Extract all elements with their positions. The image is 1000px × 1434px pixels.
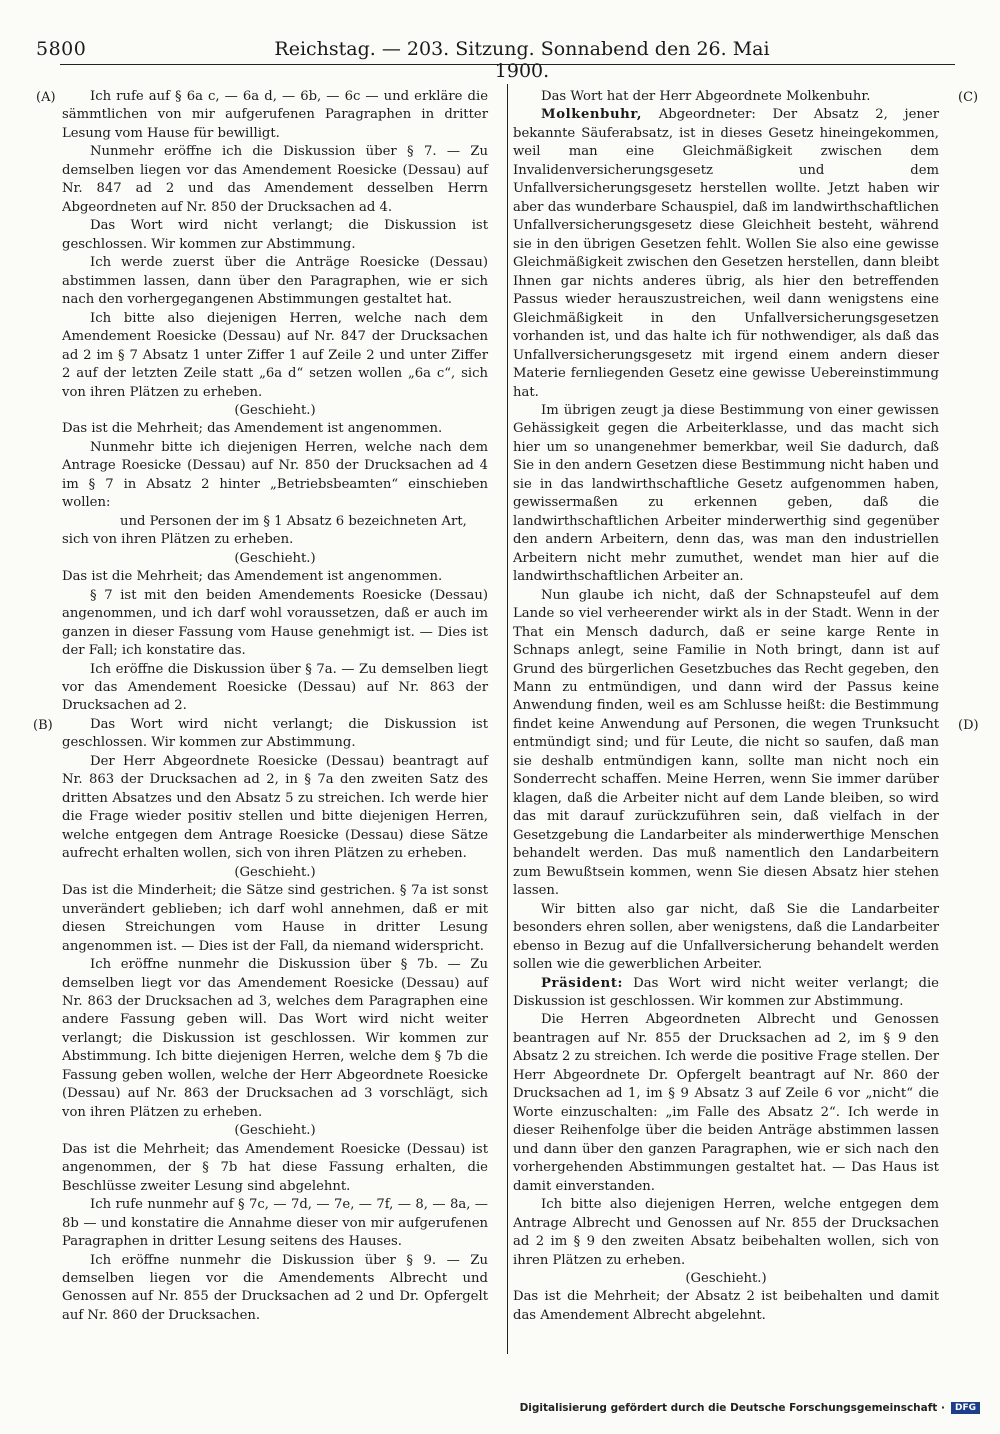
paragraph: Nunmehr bitte ich diejenigen Herren, welche nach dem Antrage Roesicke (Dessau) auf Nr. 850 der Drucksachen ad 4 im § 7 in Absatz 2 hinter „Betriebsbeamten“ einschieben wollen:: [62, 439, 488, 511]
speech-text: Der Absatz 2, jener bekannte Säuferabsatz, ist in dieses Gesetz hineingekommen, weil man eine Gleichmäßigkeit zwischen dem Invalidenversicherungsgesetz und dem Unfallversicherungsgesetz herstellen wollte. Jetzt haben wir aber das wunderbare Schauspiel, daß im landwirthschaftlichen Unfallversicherungsgesetz diese Gleichheit besteht, während sie in den übrigen Gesetzen fehlt. Wollen Sie also eine gewisse Gleichmäßigkeit zwischen den Gesetzen herstellen, dann bleibt Ihnen gar nichts anderes übrig, als hier den betreffenden Passus wieder herauszustreichen, weil dann wenigstens eine Gleichmäßigkeit in den Unfallversicherungsgesetzen vorhanden ist, und das halte ich für nothwendiger, als daß das Unfallversicherungsgesetz mit irgend einem andern dieser Materie fernliegenden Gesetz eine gewisse Uebereinstimmung hat.: [513, 107, 939, 400]
paragraph: Im übrigen zeugt ja diese Bestimmung von einer gewissen Gehässigkeit gegen die Arbeiterklasse, und das macht sich hier um so unangenehmer bemerkbar, weil Sie dadurch, daß Sie in den andern Gesetzen diese Bestimmung nicht haben und sie in das landwirthschaftliche Gesetz aufgenommen haben, gewissermaßen zu erkennen geben, daß die landwirthschaftlichen Arbeiter minderwerthig sind gegenüber den andern Arbeitern, denn das, was man den industriellen Arbeitern nicht mehr zumuthet, wendet man hier auf die landwirthschaftlichen Arbeiter an.: [513, 402, 939, 585]
footer-credit-text: Digitalisierung gefördert durch die Deutsche Forschungsgemeinschaft ·: [519, 1402, 945, 1414]
margin-mark-b: (B): [33, 718, 53, 733]
paragraph: sich von ihren Plätzen zu erheben.: [62, 532, 294, 548]
margin-mark-d: (D): [958, 718, 979, 733]
quoted-insertion: und Personen der im § 1 Absatz 6 bezeichneten Art,: [120, 513, 467, 529]
paragraph: Das ist die Mehrheit; der Absatz 2 ist beibehalten und damit das Amendement Albrecht abgelehnt.: [513, 1289, 939, 1323]
page-number: 5800: [36, 38, 87, 60]
column-divider: [507, 84, 508, 1354]
paragraph: Das Wort wird nicht verlangt; die Diskussion ist geschlossen. Wir kommen zur Abstimmung.: [62, 716, 488, 751]
speaker-role: Abgeordneter:: [658, 107, 756, 123]
paragraph: Das ist die Minderheit; die Sätze sind gestrichen. § 7a ist sonst unverändert geblieben; ich darf wohl annehmen, daß er mit diesen Streichungen vom Hause in dritter Lesung angenommen ist. — Dies ist der Fall, da niemand widerspricht.: [62, 883, 488, 954]
left-column: [62, 88, 488, 1325]
running-head: Reichstag. — 203. Sitzung. Sonnabend den 26. Mai 1900.: [274, 38, 770, 82]
margin-mark-c: (C): [958, 90, 979, 105]
speaker-name: Präsident:: [541, 975, 624, 991]
speech-text: Das Wort wird nicht weiter verlangt; die Diskussion ist geschlossen. Wir kommen zur Abstimmung.: [513, 975, 939, 1009]
paragraph: Das ist die Mehrheit; das Amendement ist angenommen.: [62, 421, 443, 437]
stage-direction: (Geschieht.): [234, 402, 316, 418]
paragraph: Ich eröffne nunmehr die Diskussion über § 7b. — Zu demselben liegt vor das Amendement Roesicke (Dessau) auf Nr. 863 der Drucksachen ad 3, welches dem Paragraphen eine andere Fassung geben will. Das Wort wird nicht weiter verlangt; die Diskussion ist geschlossen. Wir kommen zur Abstimmung. Ich bitte diejenigen Herren, welche dem § 7b die Fassung geben wollen, welche der Herr Abgeordnete Roesicke (Dessau) auf Nr. 863 der Drucksachen ad 3 vorschlägt, sich von ihren Plätzen zu erheben.: [62, 957, 488, 1120]
paragraph: Das ist die Mehrheit; das Amendement ist angenommen.: [62, 569, 443, 585]
paragraph: Das Wort hat der Herr Abgeordnete Molkenbuhr.: [541, 89, 871, 104]
header-rule: [60, 64, 955, 65]
paragraph: Ich bitte also diejenigen Herren, welche entgegen dem Antrage Albrecht und Genossen auf Nr. 855 der Drucksachen ad 2 im § 9 den zweiten Absatz beibehalten wollen, sich von ihren Plätzen zu erheben.: [513, 1197, 939, 1268]
paragraph: Ich bitte also diejenigen Herren, welche nach dem Amendement Roesicke (Dessau) auf Nr. 847 der Drucksachen ad 2 im § 7 Absatz 1 unter Ziffer 1 auf Zeile 2 und unter Ziffer 2 auf der letzten Zeile statt „6a d“ setzen wollen „6a c“, sich von ihren Plätzen zu erheben.: [62, 310, 488, 400]
paragraph: Ich rufe nunmehr auf § 7c, — 7d, — 7e, — 7f, — 8, — 8a, — 8b — und konstatire die Annahme dieser von mir aufgerufenen Paragraphen in dritter Lesung seitens des Hauses.: [62, 1197, 488, 1250]
stage-direction: (Geschieht.): [234, 864, 316, 880]
margin-mark-a: (A): [36, 90, 56, 105]
stage-direction: (Geschieht.): [234, 1123, 316, 1139]
stage-direction: (Geschieht.): [234, 550, 316, 566]
paragraph: Ich eröffne nunmehr die Diskussion über § 9. — Zu demselben liegen vor die Amendements Albrecht und Genossen auf Nr. 855 der Drucksachen ad 2 und Dr. Opfergelt auf Nr. 860 der Drucksachen.: [62, 1252, 488, 1323]
paragraph: Das Wort wird nicht verlangt; die Diskussion ist geschlossen. Wir kommen zur Abstimmung.: [62, 218, 488, 252]
paragraph: Das ist die Mehrheit; das Amendement Roesicke (Dessau) ist angenommen, der § 7b hat diese Fassung erhalten, die Beschlüsse zweiter Lesung sind abgelehnt.: [62, 1141, 488, 1194]
right-column: [513, 88, 939, 1325]
footer-credit: [520, 1402, 980, 1414]
stage-direction: (Geschieht.): [685, 1271, 767, 1286]
paragraph: § 7 ist mit den beiden Amendements Roesicke (Dessau) angenommen, und ich darf wohl voraussetzen, daß er auch im ganzen in dieser Fassung vom Hause genehmigt ist. — Dies ist der Fall; ich konstatire das.: [62, 587, 488, 659]
paragraph: Nun glaube ich nicht, daß der Schnapsteufel auf dem Lande so viel verheerender wirkt als in der Stadt. Wenn in der That ein Mensch dadurch, daß er seine karge Rente in Schnaps anlegt, seine Familie in Noth bringt, dann ist auf Grund des bürgerlichen Gesetzbuches das Recht gegeben, den Mann zu entmündigen, und dann wird der Passus keine Anwendung finden, weil es am Schlusse heißt: die Bestimmung findet keine Anwendung auf Personen, die wegen Trunksucht entmündigt sind; und für Leute, die nicht so saufen, daß man sie deshalb entmündigen kann, sollte man nicht noch ein Sonderrecht schaffen. Meine Herren, wenn Sie immer darüber klagen, daß die Arbeiter nicht auf dem Lande bleiben, so wird das mit darauf zurückzuführen sein, daß vielfach in der Gesetzgebung die Landarbeiter als minderwerthige Menschen behandelt werden. Das muß namentlich den Landarbeitern zum Bewußtsein kommen, wenn Sie diesen Absatz hier stehen lassen.: [513, 587, 939, 899]
paragraph: Ich eröffne die Diskussion über § 7a. — Zu demselben liegt vor das Amendement Roesicke (Dessau) auf Nr. 863 der Drucksachen ad 2.: [62, 661, 488, 714]
paragraph: Der Herr Abgeordnete Roesicke (Dessau) beantragt auf Nr. 863 der Drucksachen ad 2, in § 7a den zweiten Satz des dritten Absatzes und den Absatz 5 zu streichen. Ich werde hier die Frage wieder positiv stellen und bitte diejenigen Herren, welche entgegen dem Antrage Roesicke (Dessau) diese Sätze aufrecht erhalten wollen, sich von ihren Plätzen zu erheben.: [62, 753, 488, 862]
speech-paragraph: [513, 106, 939, 402]
paragraph: Wir bitten also gar nicht, daß Sie die Landarbeiter besonders ehren sollen, aber wenigstens, daß die Landarbeiter ebenso in Bezug auf die Unfallversicherung behandelt werden sollen wie die gewerblichen Arbeiter.: [513, 901, 939, 973]
paragraph: Ich werde zuerst über die Anträge Roesicke (Dessau) abstimmen lassen, dann über den Paragraphen, wie er sich nach den vorhergegangenen Abstimmungen gestaltet hat.: [62, 255, 488, 308]
speech-paragraph: [513, 975, 939, 1012]
dfg-logo: DFG: [951, 1402, 980, 1414]
paragraph: Die Herren Abgeordneten Albrecht und Genossen beantragen auf Nr. 855 der Drucksachen ad 2, im § 9 den Absatz 2 zu streichen. Ich werde die positive Frage stellen. Der Herr Abgeordnete Dr. Opfergelt beantragt auf Nr. 860 der Drucksachen ad 1, im § 9 Absatz 3 auf Zeile 6 vor „nicht“ die Worte einzuschalten: „im Falle des Absatz 2“. Ich werde in dieser Reihenfolge über die beiden Anträge abstimmen lassen und dann über den ganzen Paragraphen, wie er sich nach den vorhergehenden Abstimmungen gestaltet hat. — Das Haus ist damit einverstanden.: [513, 1012, 939, 1194]
paragraph: Nunmehr eröffne ich die Diskussion über § 7. — Zu demselben liegen vor das Amendement Roesicke (Dessau) auf Nr. 847 ad 2 und das Amendement desselben Herrn Abgeordneten auf Nr. 850 der Drucksachen ad 4.: [62, 144, 488, 215]
paragraph: Ich rufe auf § 6a c, — 6a d, — 6b, — 6c — und erkläre die sämmtlichen von mir aufgerufenen Paragraphen in dritter Lesung vom Hause für bewilligt.: [62, 89, 488, 141]
speaker-name: Molkenbuhr,: [541, 107, 643, 123]
